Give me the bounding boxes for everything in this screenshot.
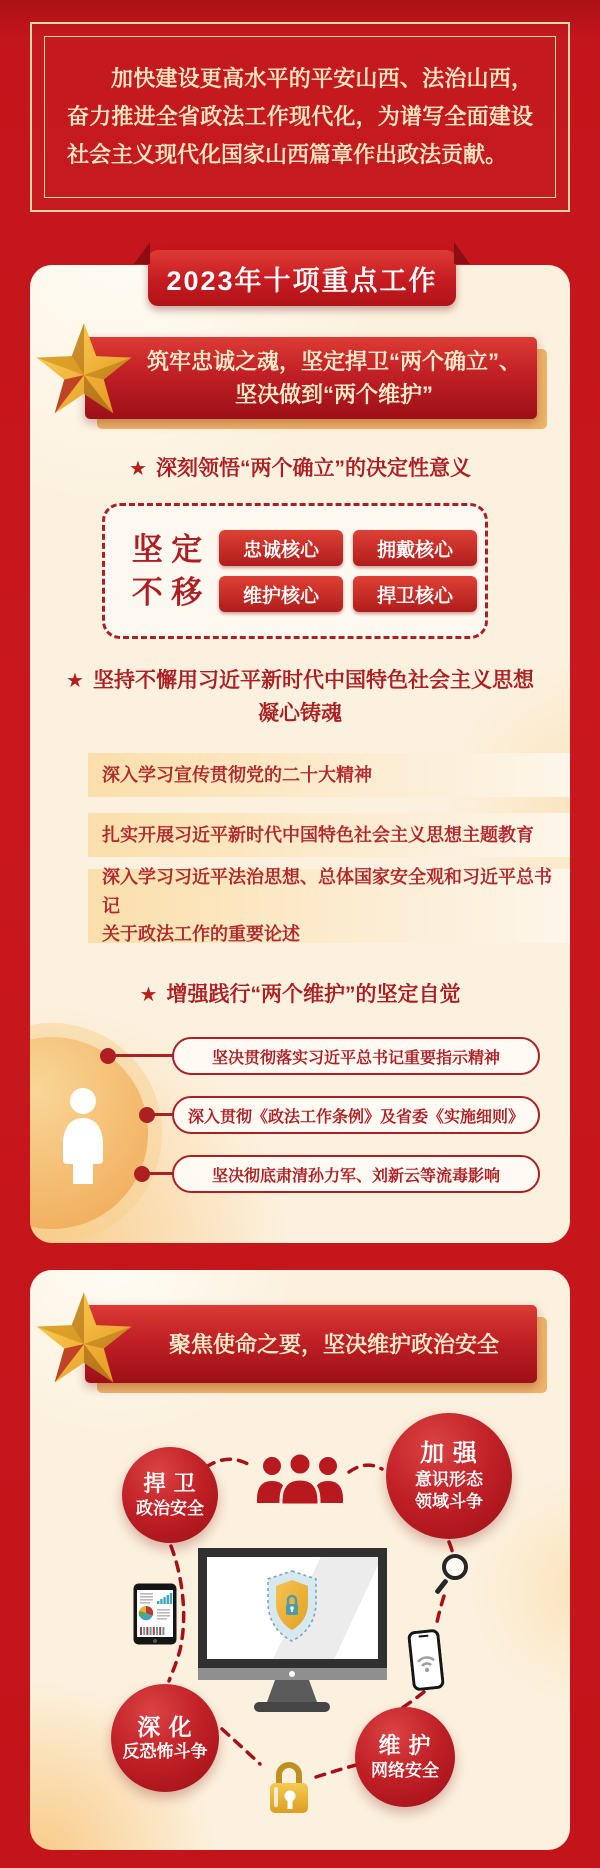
pill-connector-dot [134, 1166, 150, 1182]
shield-lock-icon [262, 1568, 322, 1644]
tablet-charts-icon [133, 1583, 177, 1645]
section2-card [30, 1270, 570, 1850]
star-bullet-icon: ★ [139, 984, 158, 1006]
magnifier-handle [434, 1578, 448, 1594]
core-button-maintain: 维护核心 [219, 576, 343, 612]
bubble-defend-line2: 政治安全 [136, 1498, 204, 1518]
bubble-strengthen-line1: 加 强 [420, 1439, 478, 1467]
magnifier-icon [442, 1554, 468, 1580]
heading-two-establishes-text: 深刻领悟“两个确立”的决定性意义 [155, 457, 471, 480]
ribbon-banner [148, 250, 456, 306]
star-bullet-icon: ★ [66, 670, 84, 692]
bubble-defend-political-security [122, 1447, 218, 1543]
resolve-label [125, 528, 209, 615]
study-bar-2 [88, 813, 570, 857]
padlock-icon [266, 1756, 312, 1818]
section1-banner-line2: 坚决做到“两个维护” [234, 382, 433, 407]
bubble-deepen-line2: 反恐怖斗争 [122, 1742, 208, 1762]
core-buttons-grid [219, 530, 477, 612]
bubble-maintain-cybersecurity [355, 1707, 455, 1807]
bubble-maintain-line2: 网络安全 [371, 1760, 439, 1780]
monitor-power-dot [289, 1671, 295, 1677]
resolve-dashed-box [102, 503, 488, 639]
study-bar-2-text: 扎实开展习近平新时代中国特色社会主义思想主题教育 [102, 824, 534, 845]
study-bar-3-line1: 深入学习习近平法治思想、总体国家安全观和习近平总书记 [102, 866, 552, 916]
quote-frame-outer [30, 22, 570, 212]
resolve-label-line2: 不 移 [131, 575, 203, 610]
core-button-loyal: 忠诚核心 [219, 530, 343, 566]
heading-thought-armed-line1: 坚持不懈用习近平新时代中国特色社会主义思想 [92, 669, 534, 692]
person-icon [58, 1085, 108, 1187]
bubble-defend-line1: 捍 卫 [143, 1471, 197, 1497]
section1-banner-line1: 筑牢忠诚之魂，坚定捍卫“两个确立”、 [146, 349, 521, 374]
bubble-strengthen-line3: 领域斗争 [415, 1492, 483, 1511]
monitor-stand-base [254, 1702, 330, 1712]
phone-wifi-icon [407, 1628, 445, 1691]
pill-implement-instructions: 坚决贯彻落实习近平总书记重要指示精神 [172, 1037, 540, 1075]
section1-card [30, 265, 570, 1243]
bubble-deepen-antiterror [111, 1684, 219, 1792]
heading-thought-armed [30, 665, 570, 730]
section2-banner [85, 1305, 537, 1383]
monitor-stand-neck [267, 1680, 317, 1702]
heading-two-maintains [30, 979, 570, 1012]
section2-banner-line1: 聚焦使命之要，坚决维护政治安全 [168, 1331, 499, 1357]
study-bar-1 [88, 753, 570, 797]
gold-star-icon [32, 1290, 136, 1394]
bubble-deepen-line1: 深 化 [137, 1713, 193, 1740]
gold-star-icon [32, 321, 136, 425]
resolve-label-line1: 坚 定 [131, 531, 203, 567]
pill-connector-dot [100, 1048, 116, 1064]
quote-text: 加快建设更高水平的平安山西、法治山西，奋力推进全省政法工作现代化，为谱写全面建设社会主义现代化国家山西篇章作出政法贡献。 [67, 66, 533, 167]
people-group-icon [254, 1453, 346, 1505]
study-bar-1-text: 深入学习宣传贯彻党的二十大精神 [102, 764, 372, 785]
study-bar-3 [88, 866, 570, 945]
pill-connector-line [108, 1054, 174, 1057]
section1-banner [85, 337, 537, 419]
star-bullet-icon: ★ [129, 458, 147, 480]
bubble-strengthen-line2: 意识形态 [415, 1469, 483, 1489]
ribbon-title: 2023年十项重点工作 [166, 265, 438, 296]
bubble-strengthen-ideology [386, 1413, 512, 1539]
heading-thought-armed-line2: 凝心铸魂 [258, 701, 342, 725]
pill-implement-regulations: 深入贯彻《政法工作条例》及省委《实施细则》 [172, 1096, 540, 1134]
heading-two-establishes [30, 453, 570, 486]
heading-two-maintains-text: 增强践行“两个维护”的坚定自觉 [166, 983, 461, 1006]
quote-frame-inner [44, 36, 556, 198]
bubble-maintain-line1: 维 护 [378, 1733, 432, 1759]
pill-connector-dot [139, 1107, 155, 1123]
core-button-defend: 捍卫核心 [353, 576, 477, 612]
pill-eliminate-influence: 坚决彻底肃清孙力军、刘新云等流毒影响 [172, 1155, 540, 1193]
core-button-support: 拥戴核心 [353, 530, 477, 566]
study-bar-3-line2: 关于政法工作的重要论述 [102, 924, 300, 945]
